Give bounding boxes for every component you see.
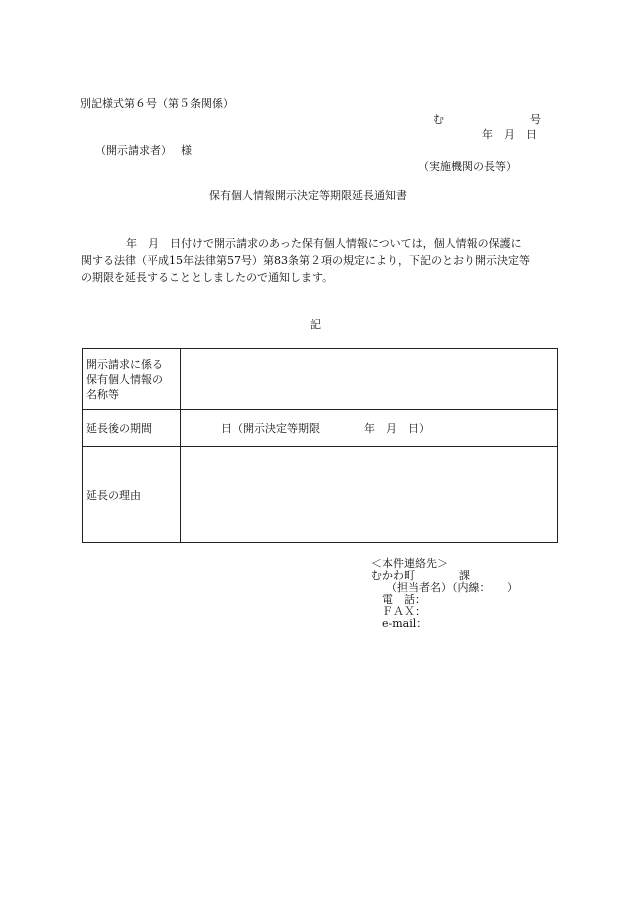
- table-row: [83, 349, 558, 410]
- body-line-3: の期限を延長することとしましたので通知します。: [81, 271, 334, 284]
- form-reference: 別記様式第６号（第５条関係）: [80, 97, 234, 110]
- document-number-suffix: 号: [530, 113, 541, 126]
- contact-phone: 電 話：: [382, 593, 426, 606]
- issue-date: 年 月 日: [482, 128, 537, 141]
- period-value-cell: 日（開示決定等期限 年 月 日）: [181, 410, 558, 447]
- period-label-cell: 延長後の期間: [83, 410, 181, 447]
- contact-block: [371, 558, 518, 630]
- contact-person: （担当者名）（内線： ）: [386, 581, 518, 594]
- contact-department: むかわ町 課: [371, 569, 470, 582]
- document-number-prefix: む: [433, 113, 444, 126]
- name-value-cell: [181, 349, 558, 410]
- recipient: （開示請求者） 様: [95, 144, 192, 157]
- document-title: 保有個人情報開示決定等期限延長通知書: [209, 189, 407, 202]
- contact-email: e-mail：: [382, 617, 428, 630]
- ki-heading: 記: [310, 318, 321, 331]
- sender: （実施機関の長等）: [418, 160, 517, 173]
- name-label-line: 保有個人情報の: [86, 372, 163, 386]
- contact-fax: ＦＡＸ：: [382, 605, 426, 618]
- reason-value-cell: [181, 447, 558, 543]
- table-row: [83, 447, 558, 543]
- reason-label-cell: 延長の理由: [83, 447, 181, 543]
- extension-table: [82, 348, 558, 543]
- table-row: [83, 410, 558, 447]
- name-label-line: 開示請求に係る: [86, 357, 163, 371]
- name-label-line: 名称等: [86, 387, 119, 401]
- body-line-1: 年 月 日付けで開示請求のあった保有個人情報については，個人情報の保護に: [126, 237, 522, 250]
- body-line-2: 関する法律（平成15年法律第57号）第83条第２項の規定により，下記のとおり開示決定等: [81, 254, 530, 267]
- contact-heading: ＜本件連絡先＞: [371, 557, 448, 570]
- body-paragraph: [81, 235, 559, 286]
- name-label-cell: [83, 349, 181, 410]
